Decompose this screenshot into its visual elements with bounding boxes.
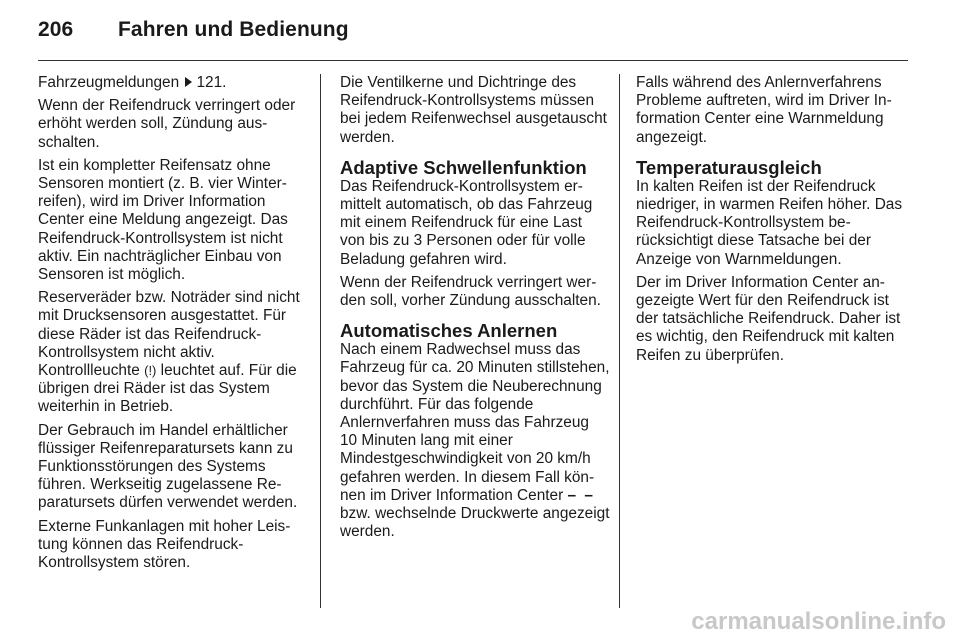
page-reference: 121. <box>196 74 227 91</box>
section-heading: Automatisches Anlernen <box>340 320 558 342</box>
column-3 <box>636 74 908 370</box>
paragraph: Die Ventilkerne und Dichtringe des Reifendruck-Kontrollsystems müssen bei jedem Reifenwechsel ausgetauscht werden. <box>340 74 607 146</box>
column-1 <box>38 74 308 577</box>
watermark: carmanualsonline.info <box>691 608 946 635</box>
paragraph: Nach einem Radwechsel muss das Fahrzeug für ca. 20 Minuten stillstehen, bevor das System die Neuberechnung durchführt. Für das folgende Anlernverfahren muss das Fahrzeug 10 Minuten lang mit einer Mindestgeschwindigkeit von 20 km/h gefahren werden. In diesem Fall können im Driver Information Center – – bzw. wechselnde Druckwerte angezeigt werden. <box>340 341 610 541</box>
section-heading: Temperaturausgleich <box>636 156 822 178</box>
paragraph: Reserveräder bzw. Noträder sind nicht mit Drucksensoren ausgestattet. Für diese Räder ist das Reifendruck-Kontrollsystem nicht aktiv. Kontrollleuchte (!) leuchtet auf. Für die übrigen drei Räder ist das System weiterhin in Betrieb. <box>38 289 300 416</box>
paragraph: Externe Funkanlagen mit hoher Leistung können das Reifendruck-Kontrollsystem stören. <box>38 517 291 572</box>
header-rule <box>38 60 908 61</box>
paragraph: Der im Driver Information Center angezeigte Wert für den Reifendruck ist der tatsächliche Reifendruck. Daher ist es wichtig, den Reifendruck mit kalten Reifen zu überprüfen. <box>636 273 901 364</box>
paragraph: Fahrzeugmeldungen 121. <box>38 74 227 91</box>
paragraph: Wenn der Reifendruck verringert werden soll, vorher Zündung ausschalten. <box>340 273 601 310</box>
page-title: Fahren und Bedienung <box>118 18 349 41</box>
pressure-placeholder-display: – – <box>567 486 595 504</box>
page-number: 206 <box>38 18 74 41</box>
page-header <box>38 18 349 42</box>
paragraph: Falls während des Anlernverfahrens Probleme auftreten, wird im Driver Information Center eine Warnmeldung angezeigt. <box>636 74 892 146</box>
section-heading: Adaptive Schwellenfunktion <box>340 156 587 178</box>
paragraph: Ist ein kompletter Reifensatz ohne Sensoren montiert (z. B. vier Winterreifen), wird im Driver Information Center eine Meldung angezeigt. Das Reifendruck-Kontrollsystem ist nicht aktiv. Ein nachträglicher Einbau von Sensoren ist möglich. <box>38 156 288 284</box>
paragraph: Wenn der Reifendruck verringert oder erhöht werden soll, Zündung ausschalten. <box>38 97 296 151</box>
column-2 <box>340 74 610 546</box>
tire-pressure-warning-icon: (!) <box>144 363 157 379</box>
cross-reference-arrow-icon <box>185 77 192 87</box>
paragraph: Der Gebrauch im Handel erhältlicher flüssiger Reifenreparatursets kann zu Funktionsstörungen des Systems führen. Werkseitig zugelassene Reparatursets dürfen verwendet werden. <box>38 421 298 512</box>
column-divider <box>320 74 321 608</box>
column-divider <box>619 74 620 608</box>
paragraph: In kalten Reifen ist der Reifendruck niedriger, in warmen Reifen höher. Das Reifendruck-Kontrollsystem berücksichtigt diese Tatsache bei der Anzeige von Warnmeldungen. <box>636 177 903 268</box>
paragraph: Das Reifendruck-Kontrollsystem ermittelt automatisch, ob das Fahrzeug mit einem Reifendruck für eine Last von bis zu 3 Personen oder für volle Beladung gefahren wird. <box>340 177 593 268</box>
